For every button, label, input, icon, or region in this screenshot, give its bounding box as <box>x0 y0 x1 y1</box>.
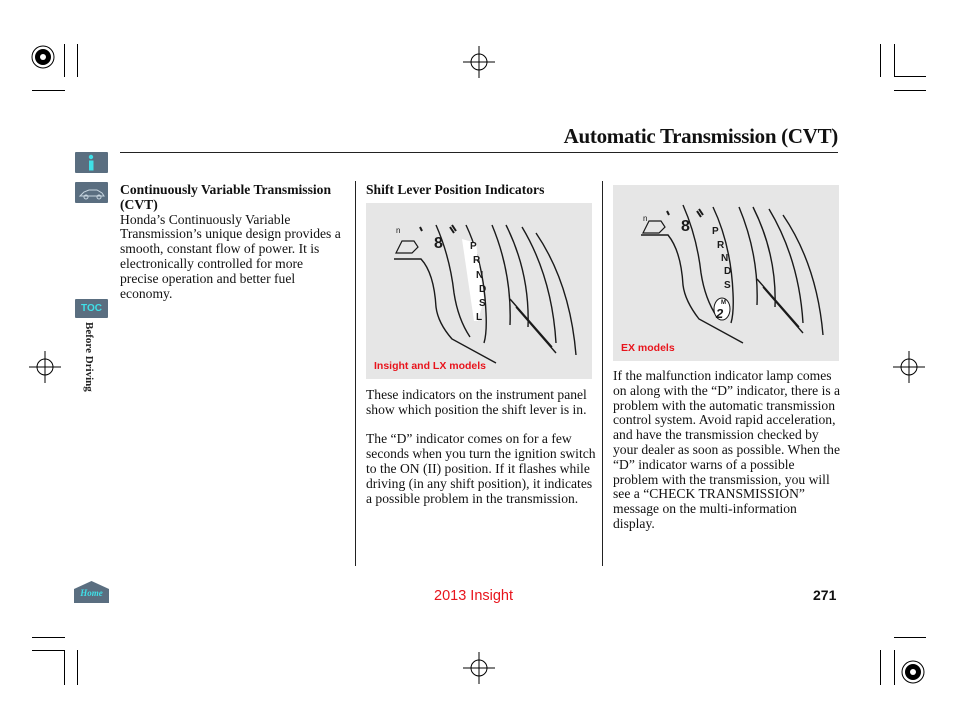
manual-mode-gear: 2 <box>716 306 724 321</box>
shift-paragraph-2: The “D” indicator comes on for a few seconds when you turn the ignition switch to the ON (II) position. If it flashes while driving (in any shift position), it indicates a possible problem in the transmission. <box>366 431 596 506</box>
vehicle-button[interactable] <box>75 182 108 203</box>
shift-letter-S: S <box>479 298 486 309</box>
toc-button[interactable] <box>75 299 108 318</box>
ex-shift-letter-R: R <box>717 240 725 251</box>
gauge-illustration-ex <box>613 185 839 361</box>
ex-shift-letter-P: P <box>712 226 719 237</box>
info-button[interactable] <box>75 152 108 173</box>
column-cvt-intro <box>120 183 342 301</box>
manual-mode-label: M <box>721 300 726 306</box>
page-number: 271 <box>813 587 837 603</box>
shift-letter-L: L <box>476 312 483 323</box>
ex-gauge-small-glyph: n <box>643 214 648 223</box>
ex-shift-letter-D: D <box>724 266 732 277</box>
info-icon <box>75 152 108 173</box>
figure-ex <box>613 185 839 361</box>
ex-shift-letter-N: N <box>721 253 729 264</box>
shift-paragraph-1: These indicators on the instrument panel show which position the shift lever is in. <box>366 387 587 417</box>
cvt-body: Honda’s Continuously Variable Transmission’s unique design provides a smooth, constant flow of power. It is electronically controlled for more precise operation and better fuel economy. <box>120 211 341 301</box>
title-rule <box>120 152 838 153</box>
shift-letter-R: R <box>473 255 481 266</box>
gauge-logo-mark <box>396 241 418 253</box>
caption-ex: EX models <box>621 342 675 354</box>
ex-shift-letter-S: S <box>724 280 731 291</box>
column-divider <box>355 181 356 566</box>
car-icon <box>75 182 108 203</box>
cvt-heading: Continuously Variable Transmission (CVT) <box>120 182 332 212</box>
home-button[interactable] <box>74 581 109 603</box>
toc-label: TOC <box>81 303 102 314</box>
shift-letter-N: N <box>476 270 484 281</box>
section-tab <box>82 322 96 402</box>
gauge-digit: 8 <box>434 235 443 252</box>
malfunction-paragraph <box>613 369 841 532</box>
shift-letter-P: P <box>470 241 477 252</box>
shift-heading: Shift Lever Position Indicators <box>366 182 545 197</box>
page-title: Automatic Transmission (CVT) <box>563 124 838 148</box>
column-divider-2 <box>602 181 603 566</box>
shift-paragraphs <box>366 388 596 506</box>
ex-gauge-digit: 8 <box>681 218 690 235</box>
caption-insight-lx: Insight and LX models <box>374 360 487 372</box>
gauge-illustration-insight-lx <box>366 203 592 379</box>
section-label: Before Driving <box>83 322 95 392</box>
footer-model: 2013 Insight <box>434 588 514 604</box>
gauge-small-glyph: n <box>396 226 401 235</box>
malfunction-text: If the malfunction indicator lamp comes on along with the “D” indicator, there is a problem with the automatic transmission control system. Avoid rapid acceleration, and have the transmission checked by your dealer as soon as possible. When the “D” indicator warns of a possible problem with the transmission, you will see a “CHECK TRANSMISSION” message on the multi-information display. <box>613 368 841 531</box>
home-label: Home <box>80 588 103 598</box>
column-shift-indicators <box>366 183 594 198</box>
shift-letter-D: D <box>479 284 487 295</box>
figure-insight-lx <box>366 203 592 379</box>
